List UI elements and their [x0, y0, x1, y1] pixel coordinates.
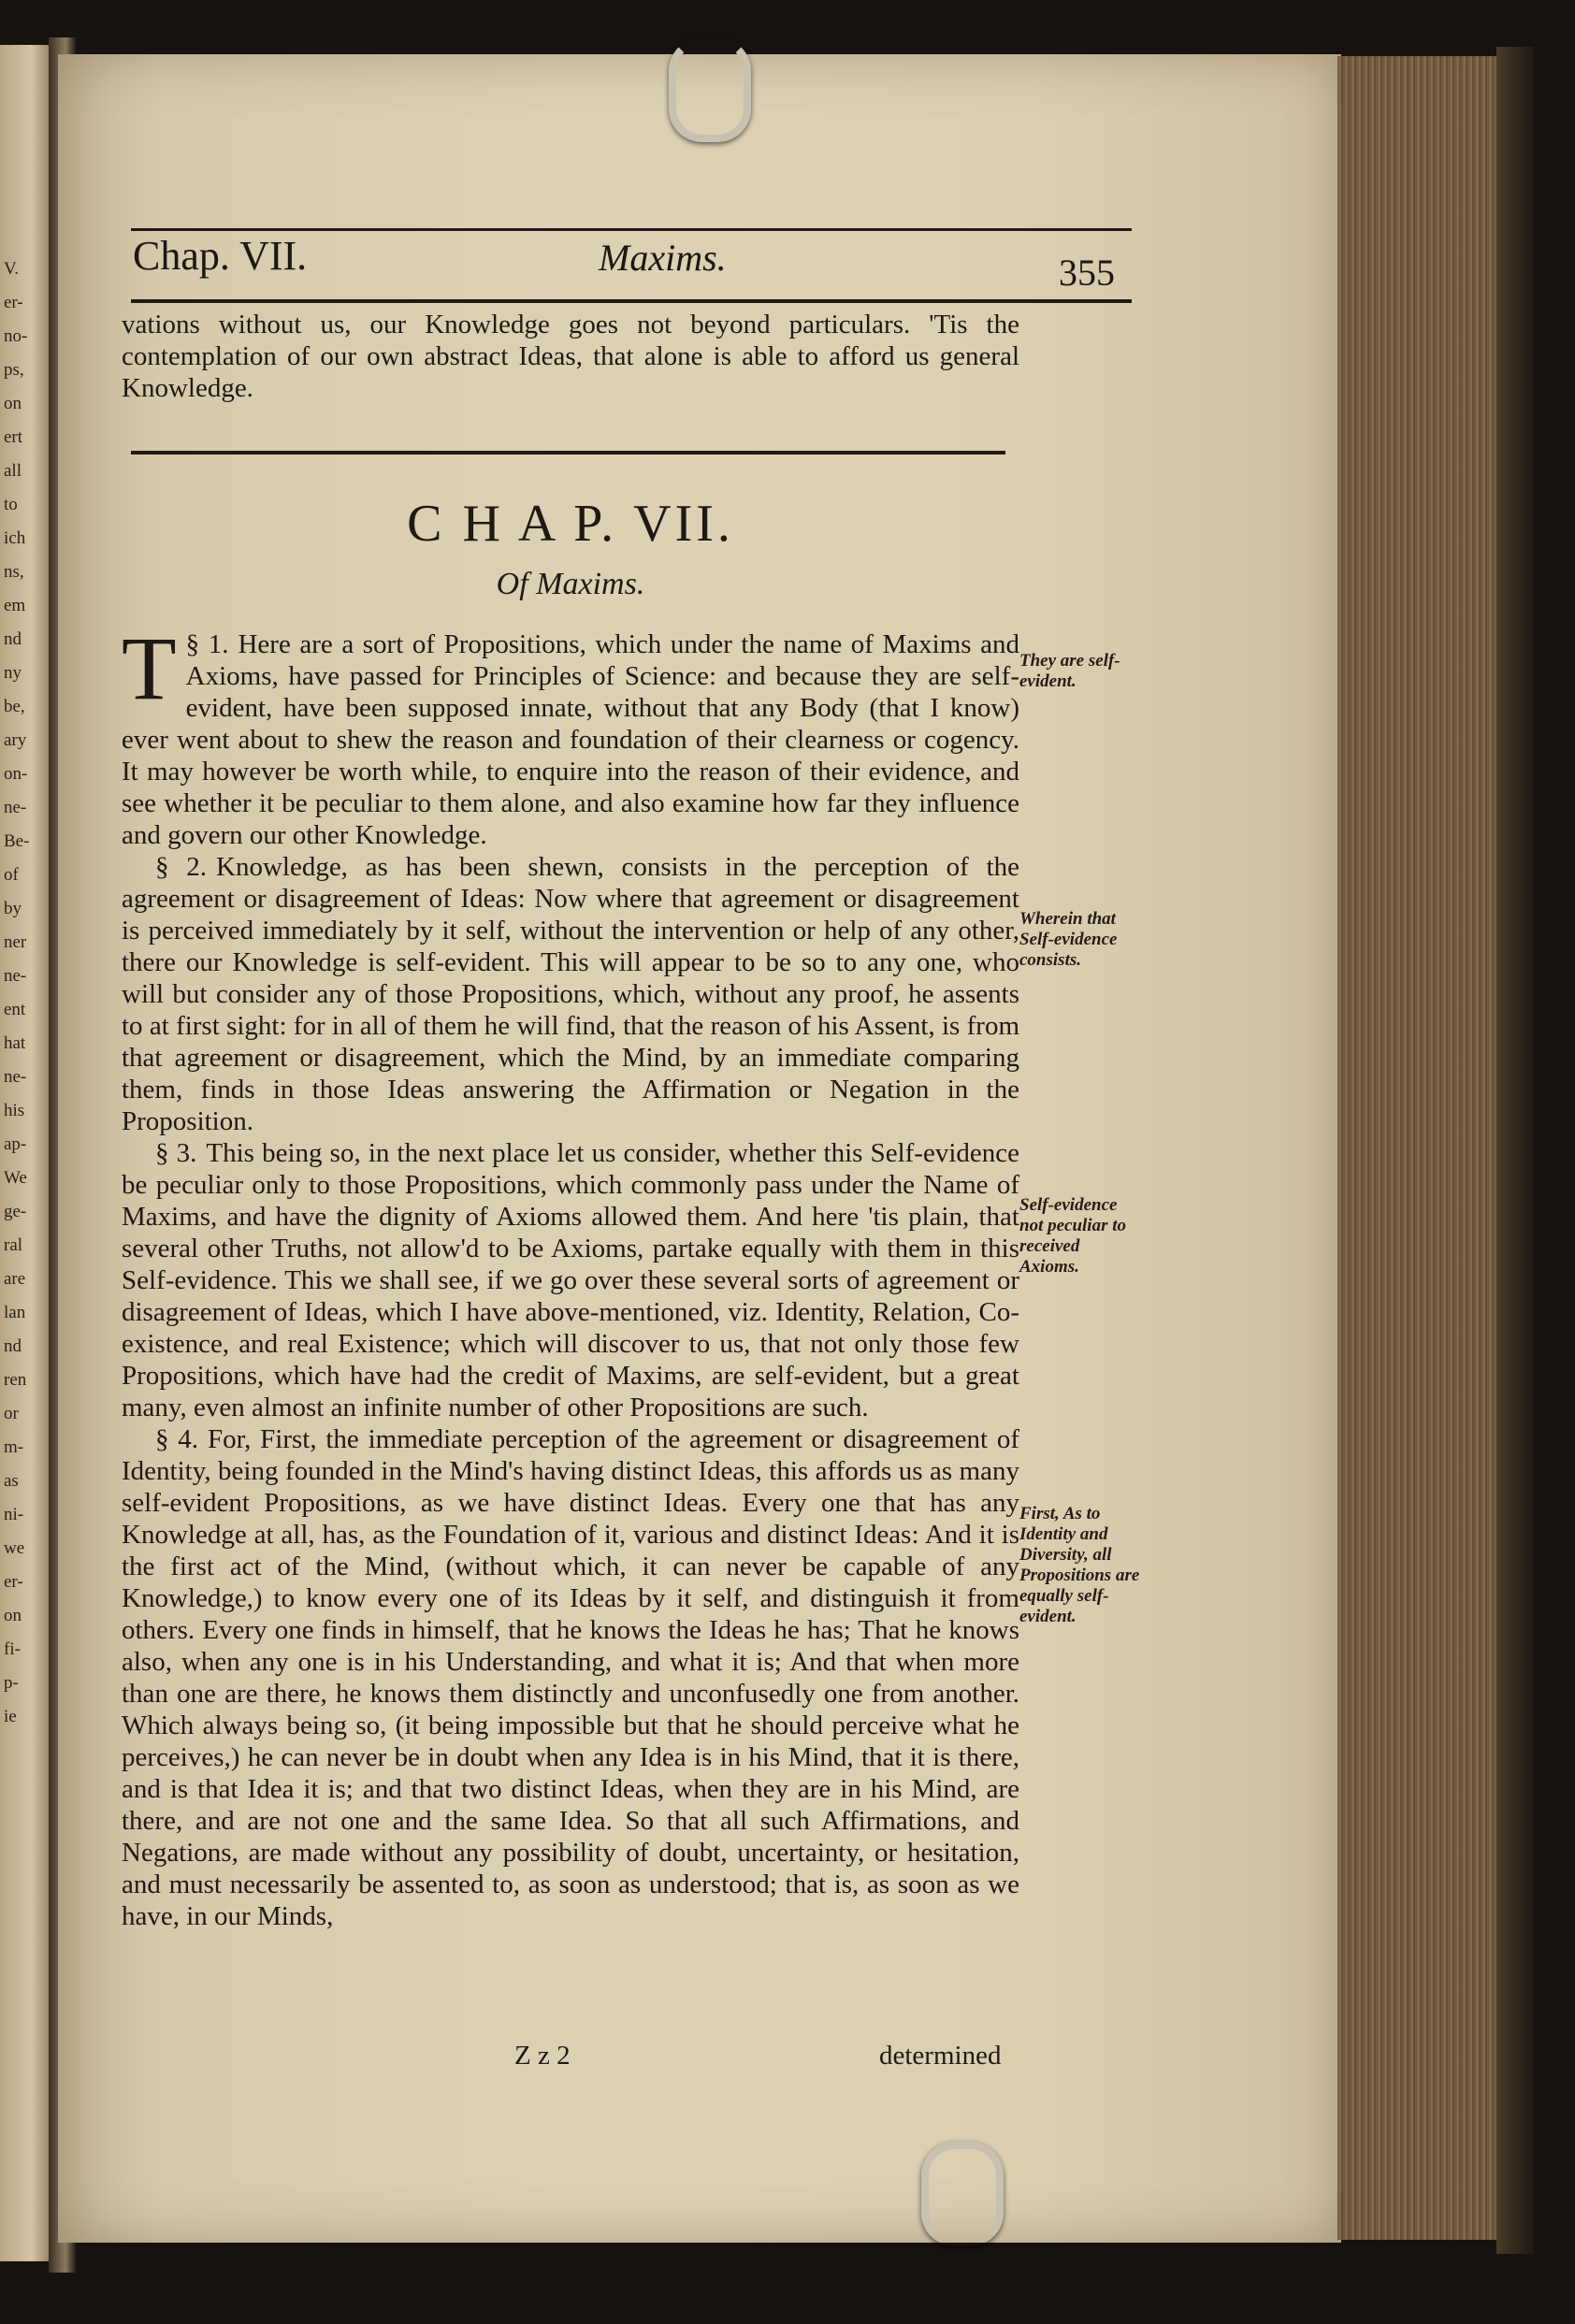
left-page-fragment: ral [4, 1235, 23, 1255]
section-3 [122, 1137, 1019, 1423]
left-page-fragment: ie [4, 1707, 17, 1726]
section-4-number: § 4. [155, 1424, 199, 1454]
left-page-fragment: ne- [4, 798, 27, 817]
left-page-fragment: ps, [4, 360, 24, 380]
section-2 [122, 851, 1019, 1137]
left-page-fragment: ni- [4, 1505, 24, 1524]
left-page-fragment: on [4, 394, 22, 413]
opening-paragraph-text: vations without us, our Knowledge goes not beyond particulars. 'Tis the contemplation of our own abstract Ideas, that alone is able to afford us general Knowledge. [122, 310, 1019, 403]
drop-cap: T [122, 618, 177, 718]
left-page-fragment: p- [4, 1673, 19, 1693]
catchword: determined [879, 2041, 1002, 2071]
left-page-fragment: be, [4, 697, 25, 716]
top-clip [669, 37, 751, 142]
left-page-fragment: ny [4, 663, 22, 683]
binding-edge [1496, 47, 1534, 2254]
chapter-divider [131, 451, 1005, 455]
left-page-fragment: ent [4, 1000, 26, 1019]
left-page-fragment: m- [4, 1437, 24, 1457]
section-4 [122, 1423, 1019, 1932]
section-3-text: This being so, in the next place let us consider, whether this Self-evidence be peculiar only to those Propositions, which commonly pass under the Name of Maxims, and have the dignity of Axioms allowed them. And here 'tis plain, that several other Truths, not allow'd to be Axioms, partake equally with them in this Self-evidence. This we shall see, if we go over these several sorts of agreement or disagreement of Ideas, which I have above-mentioned, viz. Identity, Relation, Co-existence, and real Existence; which will discover to us, that not only those few Propositions, which have had the credit of Maxims, are self-evident, but a great many, even almost an infinite number of other Propositions are such. [122, 1138, 1019, 1422]
previous-page-edge [0, 45, 52, 2261]
chapter-body [122, 618, 1020, 1932]
left-page-fragment: V. [4, 259, 20, 279]
left-page-fragment: lan [4, 1303, 26, 1322]
left-page-fragment: ert [4, 427, 23, 447]
margin-note-1: They are self-evident. [1019, 651, 1120, 691]
left-page-fragment: hat [4, 1033, 26, 1053]
left-page-fragment: on- [4, 764, 28, 784]
running-head-title: Maxims. [599, 237, 727, 279]
margin-note-2: Wherein that Self-evidence consists. [1019, 909, 1118, 970]
left-page-fragment: Be- [4, 831, 30, 851]
left-page-fragment: ren [4, 1370, 27, 1390]
head-rule-top [131, 228, 1132, 231]
left-page-fragment: fi- [4, 1639, 21, 1659]
left-page-fragment: ne- [4, 1067, 27, 1087]
section-2-number: § 2. [155, 852, 207, 882]
section-1-text: Here are a sort of Propositions, which under the name of Maxims and Axioms, have passed for Principles of Science: and because they are self-evident, have been supposed innate, without that any Body (that I know) ever went about to shew the reason and foundation of their clearness or cogency. It may however be worth while, to enquire into the reason of their evidence, and see whether it be peculiar to them alone, and also examine how far they influence and govern our other Knowledge. [122, 629, 1019, 850]
section-1-number: § 1. [185, 629, 229, 659]
left-page-fragment: as [4, 1471, 19, 1491]
left-page-fragment: are [4, 1269, 26, 1289]
left-page-fragment: no- [4, 326, 28, 346]
fore-edge [1337, 56, 1515, 2240]
left-page-fragment: ary [4, 730, 27, 750]
bottom-clip [921, 2142, 1004, 2246]
left-page-fragment: of [4, 865, 19, 885]
left-page-fragment: or [4, 1404, 19, 1423]
margin-note-3: Self-evidence not peculiar to received Axioms. [1019, 1195, 1127, 1277]
left-page-fragment: ner [4, 932, 27, 952]
head-rule-bottom [131, 299, 1132, 303]
left-page-fragment: we [4, 1538, 25, 1558]
left-page-fragment: to [4, 495, 18, 514]
signature-mark: Z z 2 [514, 2041, 571, 2071]
page-number: 355 [1059, 252, 1115, 294]
left-page-fragment: by [4, 899, 22, 918]
section-2-text: Knowledge, as has been shewn, consists in the perception of the agreement or disagreement of Ideas: Now where that agreement or disagreement is perceived immediately by it self, without the intervention or help of any other, there our Knowledge is self-evident. This will appear to be so to any one, who will but consider any of those Propositions, which, without any proof, he assents to at first sight: for in all of them he will find, that the reason of his Assent, is from that agreement or disagreement, which the Mind, by an immediate comparing them, finds in those Ideas answering the Affirmation or Negation in the Proposition. [122, 852, 1020, 1136]
margin-note-4: First, As to Identity and Diversity, all Propositions are equally self-evident. [1019, 1504, 1140, 1626]
section-1 [122, 618, 1019, 851]
running-head-chapter: Chap. VII. [133, 233, 308, 279]
chapter-subtitle: Of Maxims. [496, 567, 645, 601]
left-page-fragment: ap- [4, 1134, 27, 1154]
left-page-fragment: We [4, 1168, 27, 1188]
left-page-fragment: ne- [4, 966, 27, 986]
section-4-text: For, First, the immediate perception of the agreement or disagreement of Identity, being founded in the Mind's having distinct Ideas, this affords us as many self-evident Propositions, as we have distinct Ideas. Every one that has any Knowledge at all, has, as the Foundation of it, various and distinct Ideas: And it is the first act of the Mind, (without which, it can never be capable of any Knowledge,) to know every one of its Ideas by it self, and distinguish it from others. Every one finds in himself, that he knows the Ideas he has; That he knows also, when any one is in his Understanding, and what it is; And that when more than one are there, he knows them distinctly and unconfusedly one from another. Which always being so, (it being impossible but that he should perceive what he perceives,) he can never be in doubt when any Idea is in his Mind, that it is there, and is that Idea it is; and that two distinct Ideas, when they are in his Mind, are there, and are not one and the same Idea. So that all such Affirmations, and Negations, are made without any possibility of doubt, uncertainty, or hesitation, and must necessarily be assented to, as soon as understood; that is, as soon as we have, in our Minds, [122, 1424, 1020, 1931]
left-page-fragment: er- [4, 293, 23, 312]
left-page-fragment: ge- [4, 1202, 27, 1221]
left-page-fragment: on [4, 1606, 22, 1625]
left-page-fragment: all [4, 461, 22, 481]
left-page-fragment: er- [4, 1572, 23, 1592]
opening-paragraph [122, 309, 1019, 404]
chapter-heading: C H A P. VII. [407, 495, 734, 553]
left-page-fragment: nd [4, 1336, 22, 1356]
left-page-fragment: nd [4, 629, 22, 649]
left-page-fragment: ich [4, 528, 26, 548]
left-page-fragment: ns, [4, 562, 24, 582]
left-page-fragment: em [4, 596, 26, 615]
section-3-number: § 3. [155, 1138, 197, 1168]
left-page-fragment: his [4, 1101, 25, 1120]
